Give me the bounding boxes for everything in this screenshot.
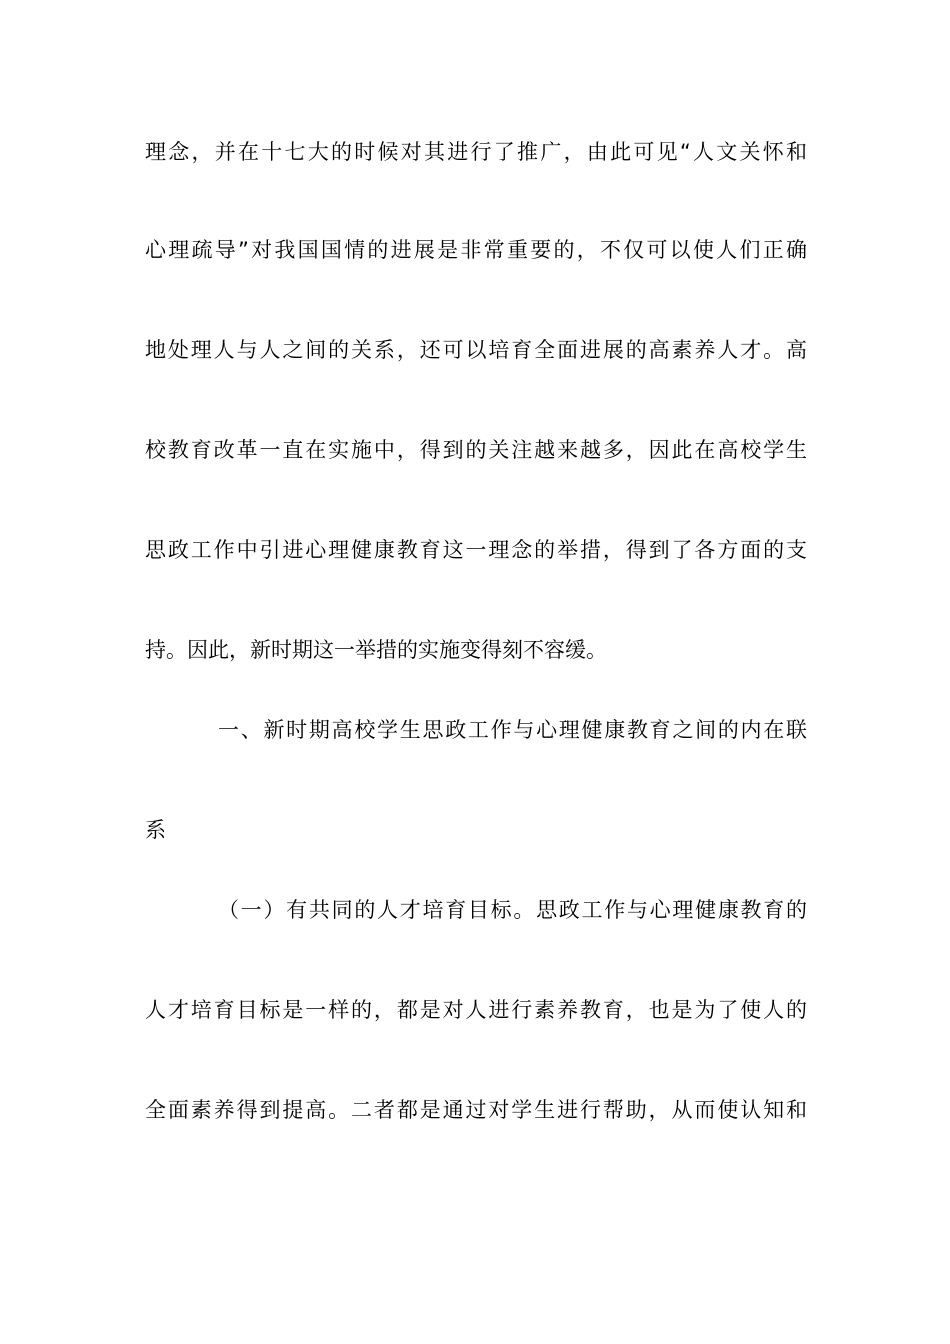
body-text-line: 思政工作中引进心理健康教育这一理念的举措，得到了各方面的支 xyxy=(145,538,807,562)
body-text-line: 校教育改革一直在实施中，得到的关注越来越多，因此在高校学生 xyxy=(145,438,807,462)
section-heading-line: 系 xyxy=(145,818,166,842)
body-text-line: 全面素养得到提高。二者都是通过对学生进行帮助，从而使认知和 xyxy=(145,1098,807,1122)
body-text-line: 人才培育目标是一样的，都是对人进行素养教育，也是为了使人的 xyxy=(145,998,807,1022)
body-text-line: 地处理人与人之间的关系，还可以培育全面进展的高素养人才。高 xyxy=(145,338,807,362)
body-text-line: 心理疏导”对我国国情的进展是非常重要的，不仅可以使人们正确 xyxy=(145,238,807,262)
body-text-line: 持。因此，新时期这一举措的实施变得刻不容缓。 xyxy=(145,638,607,662)
subsection-text-line: （一）有共同的人才培育目标。思政工作与心理健康教育的 xyxy=(218,898,807,922)
body-text-line: 理念，并在十七大的时候对其进行了推广，由此可见“人文关怀和 xyxy=(145,140,807,164)
section-heading-line: 一、新时期高校学生思政工作与心理健康教育之间的内在联 xyxy=(218,718,807,742)
